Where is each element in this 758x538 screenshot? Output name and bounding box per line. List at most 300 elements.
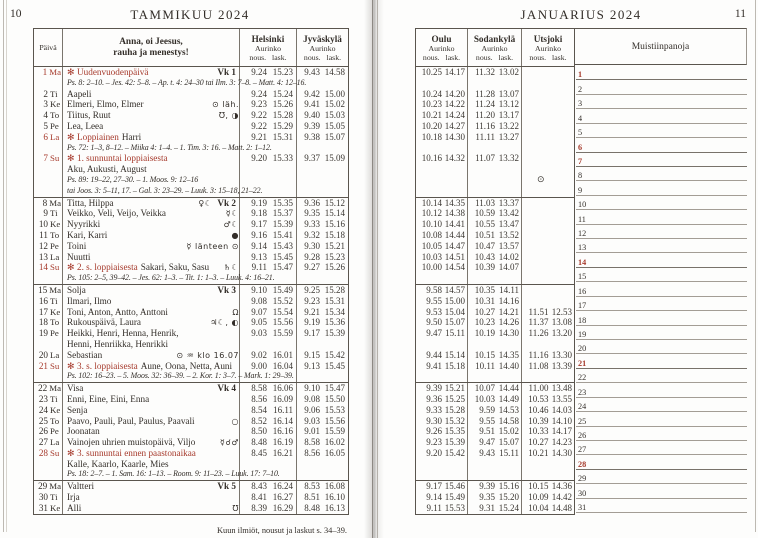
left-almanac-table [33,28,349,515]
helsinki-times [239,262,296,273]
day-cell [34,405,63,416]
sunrise-time: 9.23 [251,99,267,110]
week-number-label: Vk 4 [217,383,236,394]
sunrise-time: 8.58 [304,437,321,448]
weekday-abbr: Su [50,360,60,371]
oulu-times [416,78,467,89]
sunset-time [495,273,521,284]
sunset-time [442,273,467,284]
helsinki-times [239,361,296,372]
note-line [576,441,747,455]
sunrise-time [243,459,267,470]
day-number: 26 [38,426,48,437]
day-number: 7 [43,153,48,164]
oulu-times [416,153,467,164]
jyvaskyla-times [296,328,348,339]
weekday-abbr: Pe [50,426,59,437]
day-row [34,262,348,273]
sunset-time: 16.09 [272,393,293,404]
sunrise-time: 8.39 [251,502,267,513]
sunrise-time: 9.43 [304,67,321,77]
sunset-time [320,143,348,154]
utsjoki-times [521,153,574,164]
day-row [34,110,348,121]
sunrise-time [522,285,548,296]
note-day-number: 4 [578,113,583,123]
helsinki-times [239,252,296,263]
astro-symbol-icon: ⊙ läh. [212,100,239,110]
sunset-time: 14.27 [444,120,465,131]
sunrise-time: 9.10 [251,284,267,295]
day-extra-row [34,273,348,284]
note-day-number: 26 [578,430,587,440]
sunset-time: 14.58 [498,415,519,426]
sunset-time [548,208,574,219]
day-number: 3 [43,99,48,110]
sun-row [416,361,574,372]
name-day-names: Ilmari, Ilmo [67,295,112,306]
sodankyla-times [467,383,521,394]
sunset-time: 15.31 [324,295,345,306]
sunset-time: 15.42 [444,447,465,458]
name-cell [63,307,239,318]
sunset-time: 14.35 [444,197,465,208]
name-cell [63,89,239,100]
oulu-times [416,110,467,121]
jyvaskyla-times [296,143,348,154]
sunset-time [320,339,348,350]
sunset-time [495,371,521,382]
note-line [576,109,747,123]
sunrise-time [243,164,267,175]
name-day-names: Nuutti [67,251,91,262]
day-cell [34,371,63,382]
sunrise-time: 11.16 [475,120,495,131]
sunrise-time [416,78,442,89]
day-cell [34,110,63,121]
sunset-time: 15.23 [272,67,293,77]
weekday-abbr: La [50,437,60,448]
sunset-time: 13.52 [498,229,519,240]
sunset-time: 15.05 [324,120,345,131]
day-number: 13 [38,251,48,262]
sunrise-time: 9.22 [251,120,267,131]
sunrise-time: 9.30 [426,415,442,426]
sun-row [416,285,574,296]
sunrise-time [522,89,548,100]
name-day-names: Paavo, Pauli, Paul, Paulus, Paavali [67,415,195,426]
sunrise-time: 9.36 [304,197,321,208]
utsjoki-times [521,262,574,273]
note-day-number: 17 [578,301,587,311]
sunset-time [267,164,296,175]
name-cell [63,350,239,361]
oulu-times [416,208,467,219]
oulu-times [416,503,467,514]
day-cell [34,208,63,219]
sunrise-time: 8.54 [251,404,267,415]
name-day-names: Kalle, Kaarlo, Kaarle, Mies [67,458,169,469]
utsjoki-times [521,307,574,318]
sunrise-time: 8.43 [251,481,267,492]
sunset-time: 14.10 [551,415,572,426]
sunrise-time [416,459,442,470]
sunset-time [495,459,521,470]
oulu-times [416,469,467,480]
sun-icon: ⊙ [536,174,546,185]
day-cell [34,273,63,284]
astro-symbol-icon: ☿☌♂ [220,438,239,448]
day-cell [34,262,63,273]
name-day-names: Veikko, Veli, Veijo, Veikka [67,208,167,219]
sunrise-time: 9.11 [251,262,267,273]
sunrise-time: 9.03 [251,328,267,339]
note-line [576,326,747,340]
sunrise-time: 10.15 [474,349,495,360]
sun-row [416,143,574,154]
oulu-times [416,371,467,382]
sunset-time: 13.47 [498,219,519,230]
name-day-names: Alli [67,502,82,513]
sunset-time: 15.50 [324,393,345,404]
sunset-time: 16.06 [272,383,293,394]
day-cell [34,230,63,241]
note-day-number: 6 [578,142,583,152]
sunset-time: 14.20 [444,88,465,99]
sunrise-time: 8.48 [251,437,267,448]
jyvaskyla-times [296,198,348,209]
name-day-names: Aune, Oona, Netta, Auni [140,360,233,371]
helsinki-times [239,285,296,296]
sunrise-time: 9.15 [304,349,321,360]
sunrise-time [522,143,548,154]
utsjoki-times [521,296,574,307]
sodankyla-times [467,164,521,175]
helsinki-times [239,350,296,361]
sunrise-time [522,219,548,230]
week-number-label: Vk 2 [217,197,236,208]
week-number-label: Vk 3 [217,284,236,295]
sunset-time [548,230,574,241]
helsinki-times [239,317,296,328]
note-day-number: 1 [578,70,583,80]
sunrise-time: 9.10 [304,383,321,394]
day-cell [34,67,63,78]
helsinki-times [239,383,296,394]
sunrise-time: 9.32 [304,229,321,240]
jyvaskyla-times [296,371,348,382]
sunrise-time: 11.08 [528,360,549,371]
page-number-left: 10 [10,8,22,20]
utsjoki-times [521,492,574,503]
sun-row [416,328,574,339]
sunset-time: 13.39 [551,360,572,371]
sunset-time [320,273,348,284]
page-number-right: 11 [734,8,746,20]
name-cell [63,208,239,219]
day-row [34,241,348,252]
name-cell [63,230,239,241]
sunset-time: 15.35 [444,426,465,437]
sunset-time: 15.04 [444,306,465,317]
day-number: 15 [38,284,48,295]
motto-line-1: Anna, oi Jeesus, [119,36,183,47]
sunset-time: 14.17 [444,67,465,77]
week-section [416,198,574,285]
sunset-time [320,371,348,382]
sunrise-time [522,99,548,110]
sunset-time: 13.02 [498,67,519,77]
helsinki-times [239,99,296,110]
sunset-time: 15.18 [324,229,345,240]
name-cell [63,339,239,350]
sunrise-time: 9.43 [479,447,495,458]
sunset-time [548,371,574,382]
day-cell [34,459,63,470]
oulu-times [416,175,467,186]
astro-symbol-icon: Ω [232,307,239,317]
day-row [34,426,348,437]
sun-row [416,350,574,361]
note-line [576,427,747,441]
note-line [576,398,747,412]
day-number: 14 [38,262,48,273]
name-day-names: Irja [67,492,80,503]
utsjoki-times [521,143,574,154]
name-cell [63,503,239,514]
oulu-times [416,143,467,154]
name-cell [63,121,239,132]
sodankyla-times [467,153,521,164]
sunset-time: 16.19 [272,437,293,448]
note-day-number: 18 [578,315,587,325]
oulu-times [416,67,467,78]
note-line [576,484,747,498]
holiday-name: ✻ 1. sunnuntai loppiaisesta [67,153,168,164]
sun-row [416,317,574,328]
sunrise-time [522,132,548,143]
helsinki-times [239,437,296,448]
day-row [34,89,348,100]
jyvaskyla-times [296,481,348,492]
notes-column [576,66,747,513]
weekday-abbr: Ti [50,208,58,219]
sunrise-time: 9.20 [251,153,267,164]
note-day-number: 16 [578,286,587,296]
day-number: 17 [38,306,48,317]
sunset-time: 15.26 [272,99,293,110]
day-cell [34,307,63,318]
sunrise-time [468,273,495,284]
sun-row [416,262,574,273]
name-cell [63,437,239,448]
sunrise-time: 9.23 [304,295,321,306]
sunrise-time: 9.39 [426,383,442,394]
helsinki-times [239,164,296,175]
sunrise-time: 9.24 [251,67,267,77]
sunset-time: 15.28 [272,110,293,121]
sunrise-time: 9.26 [426,426,442,437]
sunset-time [320,469,348,480]
note-line [576,282,747,296]
sunrise-time: 8.56 [304,447,321,458]
day-number: 8 [42,197,48,208]
jyvaskyla-times [296,110,348,121]
jyvaskyla-times [296,492,348,503]
day-row [34,219,348,230]
sunrise-time [522,186,548,197]
day-row [34,296,348,307]
sunset-time [548,143,574,154]
weekday-abbr: Pe [50,120,59,131]
utsjoki-times [521,350,574,361]
note-line [576,210,747,224]
sunset-time: 16.13 [324,502,345,513]
sunset-time [548,132,574,143]
sunset-time: 15.11 [445,328,465,339]
name-day-names: Sebastian [67,349,103,360]
sunrise-time: 8.52 [251,415,267,426]
day-cell [34,317,63,328]
sodankyla-times [467,219,521,230]
sunrise-time [468,143,495,154]
notes-header: Muistiinpanoja [575,28,747,65]
helsinki-times [239,175,296,186]
sunset-time [267,186,296,197]
helsinki-times [239,89,296,100]
left-page [0,0,372,538]
sun-row [416,416,574,427]
scripture-reading: Ps. 18: 2–7. – 1. Sam. 16: 1–13. – Room. 9: 11–23. – Luuk. 17: 7–10. [67,469,280,479]
name-day-names: Titta, Hilppa [67,197,114,208]
day-cell [34,416,63,427]
sodankyla-times [467,89,521,100]
sun-row [416,459,574,470]
sunrise-time: 10.15 [528,481,549,492]
sunset-time [495,469,521,480]
helsinki-times [239,67,296,78]
utsjoki-times [521,198,574,209]
sunrise-time: 9.21 [304,306,321,317]
jyvaskyla-times [296,273,348,284]
oulu-times [416,198,467,209]
day-cell [34,164,63,175]
day-row [34,307,348,318]
helsinki-times [239,503,296,514]
scripture-reading: Ps. 8: 2–10. – Jes. 42: 5–8. – Ap. t. 4: 24–30 tai Ilm. 3: 7–8. – Matt. 4: 12–16. [67,77,307,87]
jyvaskyla-times [296,361,348,372]
sunrise-time [468,371,495,382]
jyvaskyla-times [296,230,348,241]
sunrise-time: 11.32 [475,67,495,77]
sunset-time: 15.31 [272,131,293,142]
note-day-number: 10 [578,200,587,210]
sunrise-time: 9.03 [304,415,321,426]
sunrise-time [522,198,548,209]
jyvaskyla-times [296,469,348,480]
sunset-time: 14.07 [498,262,519,273]
day-cell [34,132,63,143]
sunrise-time [522,67,548,78]
sun-row [416,110,574,121]
sunset-time: 14.21 [498,306,519,317]
day-cell [34,503,63,514]
city-header-helsinki: Helsinki Aurinko nous. lask. [239,29,296,66]
sunrise-time: 9.55 [426,295,442,306]
sunset-time: 14.49 [498,393,519,404]
sunrise-time [522,110,548,121]
day-cell [34,296,63,307]
jyvaskyla-times [296,307,348,318]
sunset-time [548,110,574,121]
sunset-time: 15.28 [324,284,345,295]
sunrise-time: 9.07 [251,306,267,317]
sunset-time [267,175,296,186]
sodankyla-times [467,186,521,197]
name-cell [63,317,239,328]
oulu-times [416,317,467,328]
sunrise-time: 9.31 [479,502,495,513]
note-line [576,340,747,354]
sunset-time [548,273,574,284]
oulu-times [416,437,467,448]
day-cell [34,121,63,132]
utsjoki-times [521,481,574,492]
note-line [576,153,747,167]
sunset-time [548,186,574,197]
utsjoki-times [521,437,574,448]
sunset-time: 15.24 [498,502,519,513]
day-cell [34,198,63,209]
sunset-time [548,262,574,273]
jyvaskyla-times [296,317,348,328]
sunset-time: 13.57 [498,240,519,251]
sunset-time: 13.30 [551,349,572,360]
note-line [576,412,747,426]
utsjoki-times [521,426,574,437]
note-day-number: 22 [578,373,587,383]
utsjoki-times [521,459,574,470]
sun-row [416,89,574,100]
sunset-time: 15.20 [498,492,519,503]
sunrise-time: 9.24 [251,88,267,99]
sun-row [416,383,574,394]
scripture-reading: tai Joos. 3: 5–11, 17. – Gal. 3: 23–29. – Luuk. 3: 15–18, 21–22. [67,185,263,195]
sodankyla-times [467,99,521,110]
sunset-time: 15.21 [444,383,465,394]
note-line [576,225,747,239]
note-line [576,124,747,138]
sunset-time [495,164,521,175]
sunset-time: 14.54 [444,262,465,273]
sun-row [416,208,574,219]
helsinki-times [239,328,296,339]
sunrise-time: 10.43 [474,251,495,262]
week-number-label: Vk 1 [217,67,236,77]
sunrise-time: 10.55 [474,219,495,230]
weekday-abbr: Su [50,153,60,164]
name-day-names: Aapeli [67,88,92,99]
sunset-time: 15.25 [444,393,465,404]
weekday-abbr: To [50,229,60,240]
sunset-time: 15.24 [272,88,293,99]
week-section [34,285,348,383]
note-line [576,80,747,94]
sunset-time: 13.48 [551,383,572,394]
name-cell [63,328,239,339]
sunrise-time: 10.14 [421,197,442,208]
utsjoki-times [521,469,574,480]
